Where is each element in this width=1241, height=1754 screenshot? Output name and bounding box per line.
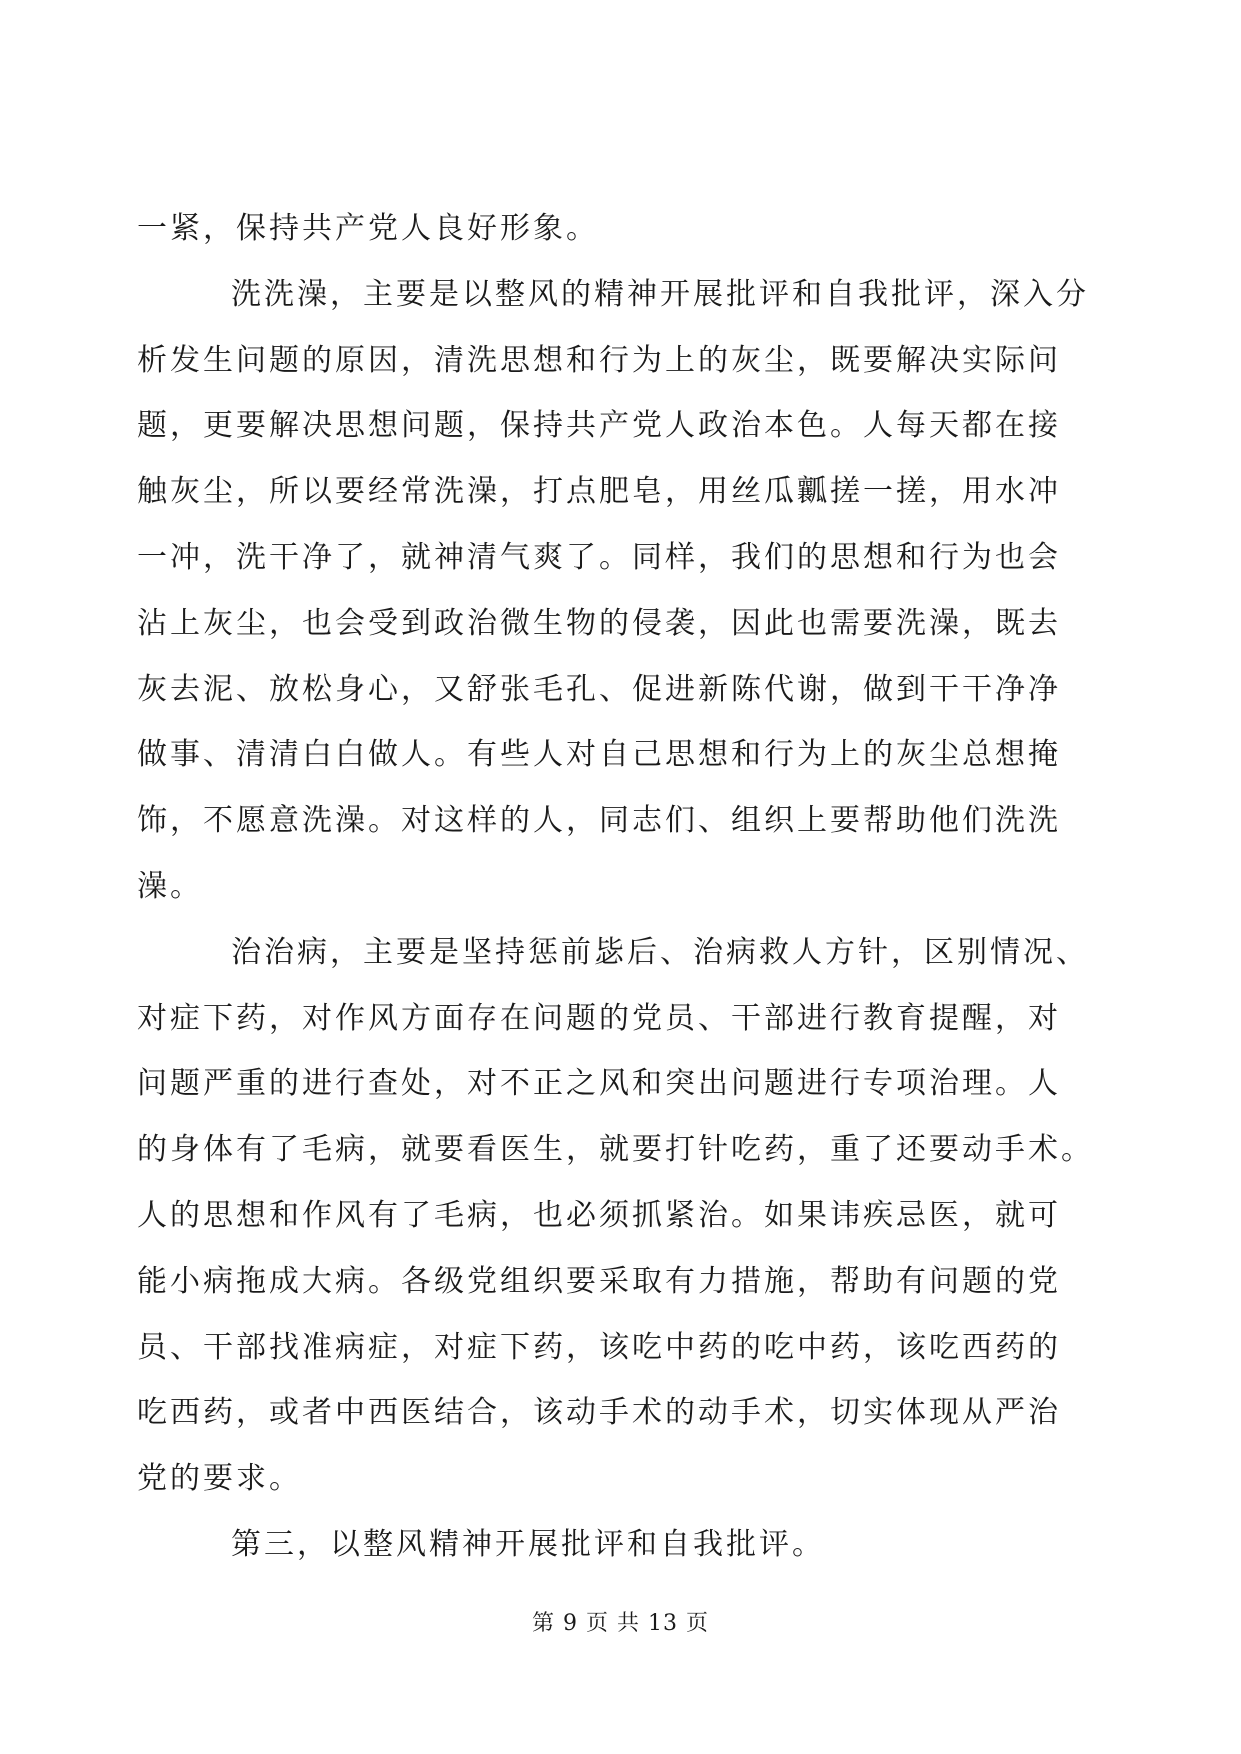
text-line: 题，更要解决思想问题，保持共产党人政治本色。人每天都在接 xyxy=(137,408,1061,444)
text-line: 的身体有了毛病，就要看医生，就要打针吃药，重了还要动手术。 xyxy=(137,1132,1094,1168)
section-heading-line: 第三，以整风精神开展批评和自我批评。 xyxy=(231,1526,825,1562)
paragraph-start-line: 洗洗澡，主要是以整风的精神开展批评和自我批评，深入分 xyxy=(231,276,1089,312)
text-line: 问题严重的进行查处，对不正之风和突出问题进行专项治理。人 xyxy=(137,1066,1061,1102)
text-line: 党的要求。 xyxy=(137,1461,302,1497)
text-line: 澡。 xyxy=(137,868,203,904)
page-number-footer: 第 9 页 共 13 页 xyxy=(532,1611,709,1636)
text-line: 一紧，保持共产党人良好形象。 xyxy=(137,211,599,246)
text-line: 对症下药，对作风方面存在问题的党员、干部进行教育提醒，对 xyxy=(137,1000,1061,1036)
text-line: 灰去泥、放松身心，又舒张毛孔、促进新陈代谢，做到干干净净 xyxy=(137,671,1061,707)
text-line: 吃西药，或者中西医结合，该动手术的动手术，切实体现从严治 xyxy=(137,1395,1061,1431)
text-line: 能小病拖成大病。各级党组织要采取有力措施，帮助有问题的党 xyxy=(137,1263,1061,1299)
paragraph-start-line: 治治病，主要是坚持惩前毖后、治病救人方针，区别情况、 xyxy=(231,934,1089,970)
text-line: 沾上灰尘，也会受到政治微生物的侵袭，因此也需要洗澡，既去 xyxy=(137,605,1061,641)
text-line: 员、干部找准病症，对症下药，该吃中药的吃中药，该吃西药的 xyxy=(137,1329,1061,1365)
text-line: 饰，不愿意洗澡。对这样的人，同志们、组织上要帮助他们洗洗 xyxy=(137,803,1061,839)
text-line: 做事、清清白白做人。有些人对自己思想和行为上的灰尘总想掩 xyxy=(137,737,1061,773)
text-line: 一冲，洗干净了，就神清气爽了。同样，我们的思想和行为也会 xyxy=(137,539,1061,575)
text-line: 人的思想和作风有了毛病，也必须抓紧治。如果讳疾忌医，就可 xyxy=(137,1197,1061,1233)
text-line: 触灰尘，所以要经常洗澡，打点肥皂，用丝瓜瓤搓一搓，用水冲 xyxy=(137,474,1061,510)
body-text xyxy=(137,196,1094,1578)
text-line: 析发生问题的原因，清洗思想和行为上的灰尘，既要解决实际问 xyxy=(137,342,1061,378)
